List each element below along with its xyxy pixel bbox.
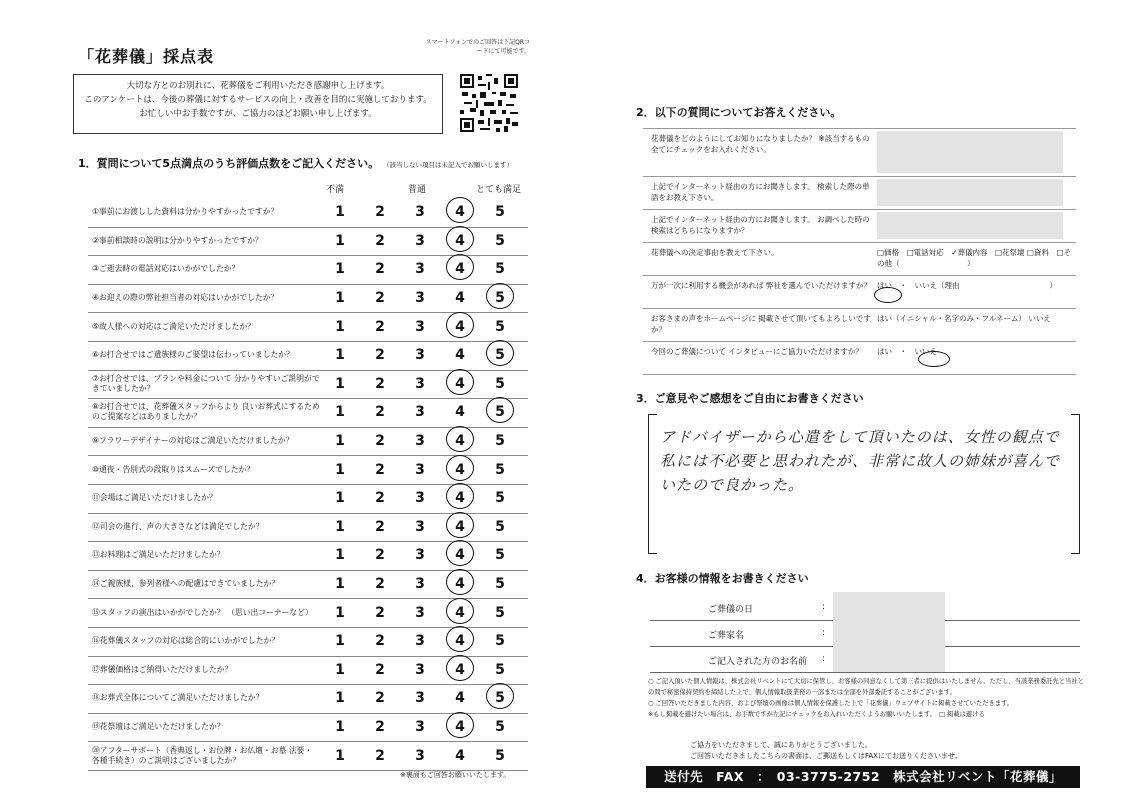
score-option[interactable]: 4 [455, 747, 465, 764]
question-text: ①事前にお渡しした資料は分かりやすかったですか？ [92, 207, 279, 217]
table-row [88, 627, 528, 657]
table-row [88, 284, 528, 314]
row-label: 万が一次に利用する機会があれば 弊社を選んでいただけますか？ [651, 281, 871, 290]
score-option[interactable]: 2 [375, 604, 385, 621]
score-option[interactable]: 5 [495, 547, 505, 564]
score-option[interactable]: 1 [335, 576, 345, 593]
score-option[interactable]: 2 [375, 461, 385, 478]
score-option[interactable]: 3 [415, 433, 425, 450]
qr-note: スマートフォンでのご回答は下記QRコードにて可能です。 [425, 39, 530, 55]
score-option[interactable]: 3 [415, 747, 425, 764]
score-option[interactable]: 5 [495, 518, 505, 535]
score-option[interactable]: 4 [440, 547, 480, 563]
row-label: 上記でインターネット経由の方にお聞きします。 お調べした時の検索はどちらになりますか？ [651, 215, 870, 235]
score-option[interactable]: 5 [480, 690, 520, 706]
score-option[interactable]: 4 [455, 347, 465, 364]
question-text: ⑥お打合せではご遺族様のご要望は伝わっていましたか？ [92, 350, 294, 360]
colon: : [822, 628, 826, 638]
info-label: ご記入された方のお名前 [708, 657, 808, 667]
score-option[interactable]: 2 [375, 261, 385, 278]
question-text: ⑩通夜・告別式の段取りはスムーズでしたか？ [92, 464, 255, 474]
question-text: ⑧お打合せでは、花葬儀スタッフからより 良いお葬式にするためのご提案などはありましたか？ [92, 402, 320, 422]
page-title: 「花葬儀」採点表 [78, 47, 215, 66]
circle-mark [486, 340, 514, 366]
table-row [643, 342, 1076, 375]
score-option[interactable]: 5 [495, 490, 505, 507]
score-option[interactable]: 2 [375, 318, 385, 335]
score-option[interactable]: 4 [440, 319, 480, 335]
privacy-notice [648, 676, 1088, 720]
fax-banner: 送付先 FAX ： 03-3775-2752 株式会社リベント「花葬儀」 [646, 766, 1080, 788]
score-option[interactable]: 5 [495, 747, 505, 764]
reuse-options[interactable]: はい ・ いいえ（理由 ） [877, 281, 1057, 290]
table-row [88, 227, 528, 257]
info-label: ご葬家名 [708, 631, 745, 641]
score-option[interactable]: 4 [440, 462, 480, 478]
bracket-corner [649, 553, 657, 554]
table-row [88, 198, 528, 228]
score-option[interactable]: 2 [375, 747, 385, 764]
score-option[interactable]: 4 [440, 719, 480, 735]
score-option[interactable]: 3 [415, 719, 425, 736]
intro-line: 大切な方とのお別れに、花葬儀をご利用いただき感謝申し上げます。 [126, 81, 390, 91]
bracket-corner [1071, 553, 1079, 554]
question-text: ⑫司会の進行、声の大きさなどは満足でしたか？ [92, 521, 264, 531]
circle-mark [446, 626, 474, 652]
question-text: ②事前相談時の説明は分かりやすかったですか？ [92, 235, 263, 245]
table-row [643, 276, 1076, 309]
row-label: お客さまの声をホームページに 掲載させて頂いてもよろしいですか？ [651, 314, 871, 334]
table-row [88, 312, 528, 342]
question-text: ⑦お打合せでは、プランや料金について 分かりやすいご説明ができていましたか？ [92, 373, 320, 393]
score-option[interactable]: 2 [375, 347, 385, 364]
circle-mark [446, 197, 474, 223]
score-option[interactable]: 5 [495, 375, 505, 392]
score-option[interactable]: 1 [335, 747, 345, 764]
score-option[interactable]: 2 [375, 404, 385, 421]
score-option[interactable]: 1 [335, 232, 345, 249]
interview-options[interactable]: はい ・ いいえ [877, 347, 937, 356]
question-text: ⑪会場はご満足いただけましたか？ [92, 493, 217, 503]
section1-note: （該当しない項目は未記入でお願いします） [382, 161, 513, 169]
score-option[interactable]: 3 [415, 375, 425, 392]
info-row-family[interactable] [650, 620, 1080, 647]
score-option[interactable]: 2 [375, 375, 385, 392]
score-option[interactable]: 1 [335, 261, 345, 278]
score-option[interactable]: 5 [495, 576, 505, 593]
intro-box [73, 74, 443, 134]
table-row [88, 484, 528, 514]
score-option[interactable]: 2 [375, 433, 385, 450]
table-row [88, 341, 528, 371]
score-option[interactable]: 2 [375, 661, 385, 678]
question-text: ⑨フラワーデザイナーの対応はご満足いただけましたか？ [92, 436, 294, 446]
bracket-corner [649, 414, 657, 415]
row-label: 花葬儀をどのようにしてお知りになりましたか？ ※該当するもの全てにチェックをお入れください。 [651, 134, 870, 154]
score-option[interactable]: 1 [335, 347, 345, 364]
score-option[interactable]: 2 [375, 633, 385, 650]
section1-title: 1．質問について5点満点のうち評価点数をご記入ください。 [78, 157, 380, 170]
score-option[interactable]: 3 [415, 633, 425, 650]
score-option[interactable]: 5 [495, 461, 505, 478]
section2-table [643, 128, 1076, 375]
circle-mark [918, 351, 950, 367]
score-option[interactable]: 5 [495, 204, 505, 221]
score-option[interactable]: 4 [440, 490, 480, 506]
redaction-mask [833, 646, 945, 672]
section3-title: 3．ご意見やご感想をご自由にお書きください [636, 392, 864, 405]
score-option[interactable]: 1 [335, 661, 345, 678]
question-text: ④お迎えの際の弊社担当者の対応はいかがでしたか？ [92, 293, 279, 303]
score-option[interactable]: 1 [335, 290, 345, 307]
score-option[interactable]: 2 [375, 204, 385, 221]
circle-mark [446, 712, 474, 738]
row-label: 花葬儀への決定事由を教えて下さい。 [651, 248, 779, 257]
row-value [873, 177, 1076, 209]
score-option[interactable]: 3 [415, 690, 425, 707]
redaction-mask [833, 592, 945, 620]
score-option[interactable]: 3 [415, 232, 425, 249]
row-label: 今回のご葬儀について インタビューにご協力いただけますか？ [651, 347, 863, 356]
score-option[interactable]: 3 [415, 290, 425, 307]
circle-mark [446, 598, 474, 624]
row-label: 上記でインターネット経由の方にお聞きします。 検索した際の単語をお教え下さい。 [651, 182, 870, 202]
score-option[interactable]: 5 [480, 347, 520, 363]
table-row [88, 513, 528, 543]
handwritten-comment: アドバイザーから心遣をして頂いたのは、女性の観点で私には不必要と思われたが、非常に故人の姉妹が喜んでいたので良かった。 [660, 428, 1061, 494]
score-option[interactable]: 5 [495, 318, 505, 335]
score-option[interactable]: 4 [440, 605, 480, 621]
score-option[interactable]: 2 [375, 518, 385, 535]
score-option[interactable]: 4 [440, 633, 480, 649]
circle-mark [446, 655, 474, 681]
score-option[interactable]: 3 [415, 576, 425, 593]
score-option[interactable]: 4 [440, 433, 480, 449]
score-option[interactable]: 3 [415, 604, 425, 621]
score-option[interactable]: 5 [495, 261, 505, 278]
score-option[interactable]: 2 [375, 719, 385, 736]
notice-line: ○ ご記入頂いた個人情報は、株式会社リベントにて大切に保管し、お客様の同意なくして第三者に提供はいたしません。ただし、当該業務委託先と当社との間で秘密保持契約を締結した上で、個人情報取扱業務の一部または全部を外部委託することがございます。 [648, 678, 1084, 696]
table-row [643, 210, 1076, 243]
scale-mid-label: 普通 [408, 185, 427, 195]
score-option[interactable]: 2 [375, 547, 385, 564]
score-option[interactable]: 3 [415, 318, 425, 335]
table-row [88, 713, 528, 743]
score-option[interactable]: 5 [495, 604, 505, 621]
score-option[interactable]: 5 [495, 661, 505, 678]
score-option[interactable]: 5 [495, 232, 505, 249]
score-option[interactable]: 1 [335, 204, 345, 221]
circle-mark [486, 397, 514, 423]
score-option[interactable]: 5 [480, 404, 520, 420]
question-text: ⑬お料理はご満足いただけましたか？ [92, 550, 225, 560]
score-option[interactable]: 5 [480, 290, 520, 306]
section2-title: 2．以下の質問についてお答えください。 [636, 106, 842, 119]
colon: : [822, 654, 826, 664]
table-row [88, 255, 528, 285]
question-text: ③ご逝去時の電話対応はいかがでしたか？ [92, 264, 240, 274]
score-option[interactable]: 1 [335, 375, 345, 392]
question-text: ⑲花祭壇はご満足いただけましたか？ [92, 722, 225, 732]
score-option[interactable]: 1 [335, 518, 345, 535]
circle-mark [446, 369, 474, 395]
info-row-date[interactable] [650, 594, 1080, 621]
score-option[interactable]: 3 [415, 347, 425, 364]
score-option[interactable]: 3 [415, 518, 425, 535]
score-option[interactable]: 4 [440, 261, 480, 277]
notice-line: ○ ご回答いただきました内容、および祭壇の画像は個人情報を保護した上で「花葬儀」ウェブサイトに掲載させていただきます。 [648, 700, 1014, 707]
question-text: ⑤故人様への対応はご満足いただけましたか？ [92, 321, 255, 331]
redaction-mask [833, 620, 945, 646]
score-option[interactable]: 3 [415, 461, 425, 478]
intro-line: お忙しい中お手数ですが、ご協力のほどお願い申し上げます。 [139, 109, 377, 119]
qr-code-icon[interactable] [460, 74, 518, 132]
redaction-mask [877, 131, 1063, 173]
table-row [88, 598, 528, 628]
score-option[interactable]: 1 [335, 461, 345, 478]
score-option[interactable]: 4 [440, 204, 480, 220]
decision-reason-options[interactable]: □価格 □電話対応 ✓葬儀内容 □花祭壇 □資料 □その他（ ） [877, 248, 1072, 268]
redaction-mask [877, 212, 1063, 239]
circle-mark [446, 426, 474, 452]
score-option[interactable]: 2 [375, 232, 385, 249]
circle-mark [446, 254, 474, 280]
score-option[interactable]: 1 [335, 490, 345, 507]
score-option[interactable]: 1 [335, 547, 345, 564]
row-value [873, 210, 1076, 242]
score-option[interactable]: 3 [415, 547, 425, 564]
score-option[interactable]: 3 [415, 404, 425, 421]
table-row [88, 370, 528, 400]
notice-line: ※もし掲載を避けたい場合は、お手数ですが左記にチェックをお入れいただくようお願いいたします。 □ 掲載は避ける [648, 711, 985, 718]
score-option[interactable]: 2 [375, 576, 385, 593]
table-row [88, 455, 528, 485]
question-text: ⑯花葬儀スタッフの対応は総合的にいかがでしたか？ [92, 636, 280, 646]
score-option[interactable]: 2 [375, 690, 385, 707]
bracket-corner [1071, 414, 1079, 415]
circle-mark [486, 283, 514, 309]
info-label: ご葬儀の日 [708, 605, 754, 615]
score-option[interactable]: 1 [335, 318, 345, 335]
score-option[interactable]: 4 [455, 290, 465, 307]
score-option[interactable]: 1 [335, 719, 345, 736]
thanks-message [690, 740, 1070, 762]
section1-header [78, 155, 513, 171]
question-text: ⑱お葬式全体についてご満足いただけましたか？ [92, 693, 264, 703]
question-text: ⑰葬儀価格はご納得いただけましたか？ [92, 664, 233, 674]
score-option[interactable]: 1 [335, 433, 345, 450]
circle-mark [446, 483, 474, 509]
info-row-writer[interactable] [650, 646, 1080, 673]
publish-options[interactable]: はい（イニシャル・名字のみ・フルネーム） いいえ [877, 314, 1051, 323]
score-option[interactable]: 5 [495, 633, 505, 650]
score-option[interactable]: 1 [335, 633, 345, 650]
score-option[interactable]: 4 [455, 404, 465, 421]
table-row [88, 656, 528, 686]
table-row [643, 243, 1076, 276]
table-row [88, 541, 528, 571]
score-option[interactable]: 2 [375, 490, 385, 507]
circle-mark [486, 683, 514, 709]
score-option[interactable]: 5 [495, 433, 505, 450]
question-text: ⑮スタッフの演出はいかがでしたか？ （思い出コーナーなど） [92, 607, 313, 617]
score-option[interactable]: 4 [455, 690, 465, 707]
thanks-line: ご回答いただきましたこちらの書面は、ご郵送もしくはFAXにてお送りくださいませ。 [690, 752, 962, 760]
score-option[interactable]: 5 [495, 719, 505, 736]
scale-high-label: とても満足 [476, 185, 522, 195]
colon: : [822, 602, 826, 612]
section4-title: 4．お客様の情報をお書きください [636, 572, 809, 585]
table-row [88, 684, 528, 714]
score-option[interactable]: 3 [415, 204, 425, 221]
circle-mark [446, 455, 474, 481]
score-option[interactable]: 4 [440, 662, 480, 678]
table-row [88, 398, 528, 428]
scale-low-label: 不満 [326, 185, 345, 195]
score-option[interactable]: 3 [415, 661, 425, 678]
intro-line: このアンケートは、今後の葬儀に対するサービスの向上・改善を目的に実施しております。 [84, 95, 432, 105]
score-option[interactable]: 3 [415, 490, 425, 507]
circle-mark [874, 287, 902, 303]
circle-mark [446, 312, 474, 338]
score-option[interactable]: 4 [440, 376, 480, 392]
back-side-note: ※裏面もご回答お願いいたします。 [400, 771, 511, 779]
question-text: ⑳アフターサポート（香典返し・お位牌・お仏壇・お墓 法要・各種手続き）のご説明はございましたか？ [92, 745, 313, 765]
score-option[interactable]: 1 [335, 604, 345, 621]
table-row [88, 741, 528, 771]
circle-mark [446, 226, 474, 252]
score-option[interactable]: 1 [335, 404, 345, 421]
score-option[interactable]: 3 [415, 261, 425, 278]
circle-mark [446, 569, 474, 595]
score-option[interactable]: 4 [440, 576, 480, 592]
table-row [88, 427, 528, 457]
thanks-line: ご協力をいただきまして、誠にありがとうございました。 [690, 741, 872, 749]
table-row [643, 129, 1076, 177]
score-option[interactable]: 4 [440, 233, 480, 249]
circle-mark [446, 540, 474, 566]
table-row [643, 309, 1076, 342]
row-value [873, 129, 1076, 176]
table-row [643, 177, 1076, 210]
circle-mark [446, 512, 474, 538]
table-row [88, 570, 528, 600]
question-text: ⑭ご親族様、参列者様への配慮はできていましたか？ [92, 579, 280, 589]
score-option[interactable]: 2 [375, 290, 385, 307]
score-option[interactable]: 1 [335, 690, 345, 707]
redaction-mask [877, 179, 1063, 206]
score-option[interactable]: 4 [440, 519, 480, 535]
